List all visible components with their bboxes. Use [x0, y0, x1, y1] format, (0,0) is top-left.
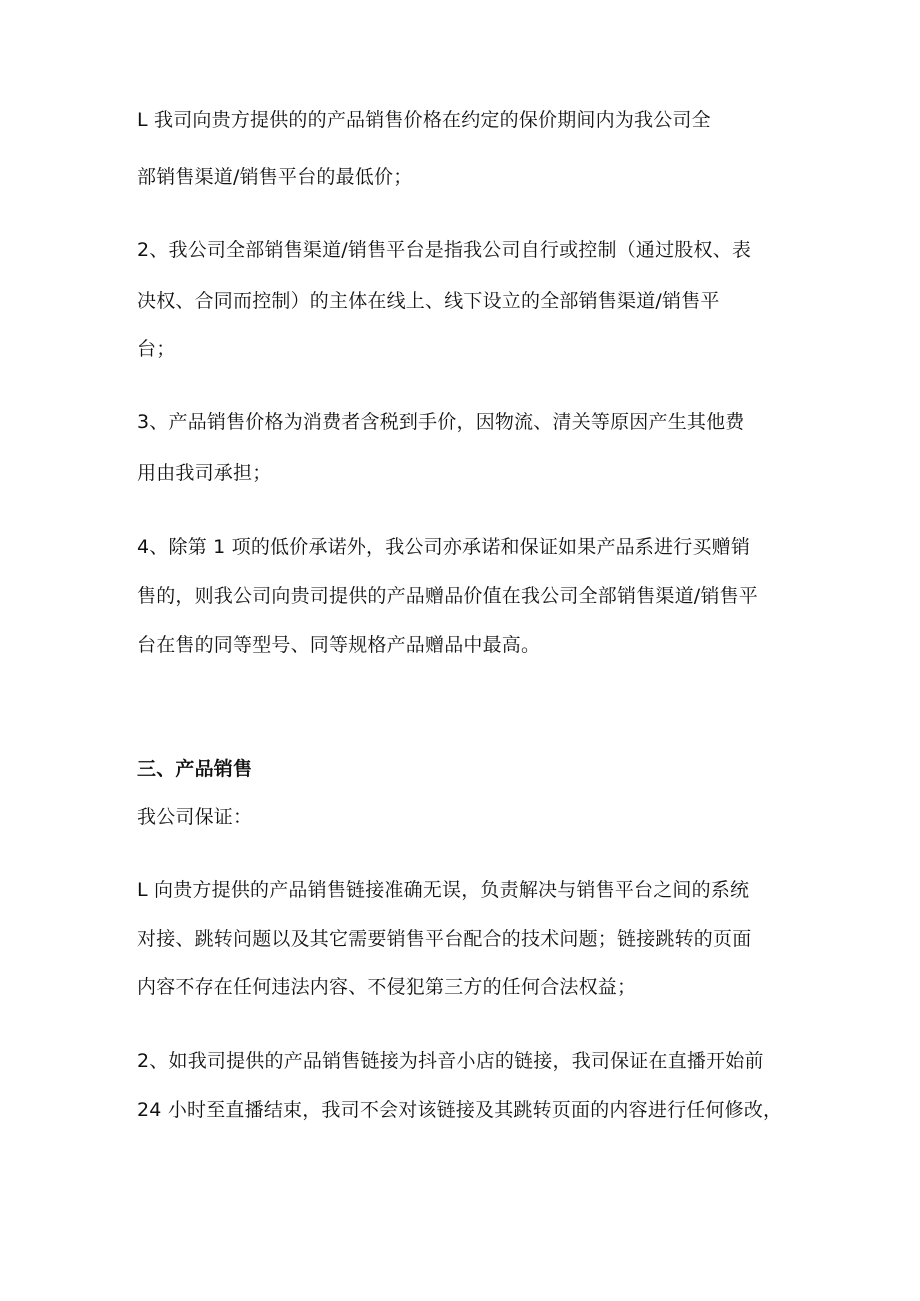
paragraph-5-line-2: 对接、跳转问题以及其它需要销售平台配合的技术问题；链接跳转的页面	[137, 928, 752, 950]
paragraph-6-line-1: 2、如我司提供的产品销售链接为抖音小店的链接，我司保证在直播开始前	[137, 1050, 764, 1072]
section-intro: 我公司保证：	[137, 806, 253, 828]
paragraph-4-line-1: 4、除第 1 项的低价承诺外，我公司亦承诺和保证如果产品系进行买赠销	[137, 536, 751, 558]
paragraph-1-line-1: L 我司向贵方提供的的产品销售价格在约定的保价期间内为我公司全	[137, 109, 711, 131]
paragraph-5-line-1: L 向贵方提供的产品销售链接准确无误，负责解决与销售平台之间的系统	[137, 879, 750, 901]
section-heading: 三、产品销售	[137, 758, 253, 780]
paragraph-3-line-2: 用由我司承担；	[137, 462, 272, 484]
paragraph-4-line-2: 售的，则我公司向贵司提供的产品赠品价值在我公司全部销售渠道/销售平	[137, 585, 759, 607]
paragraph-2-line-3: 台；	[137, 338, 176, 360]
paragraph-5-line-3: 内容不存在任何违法内容、不侵犯第三方的任何合法权益；	[137, 976, 637, 998]
paragraph-2-line-2: 决权、合同而控制）的主体在线上、线下设立的全部销售渠道/销售平	[137, 290, 720, 312]
paragraph-2-line-1: 2、我公司全部销售渠道/销售平台是指我公司自行或控制（通过股权、表	[137, 239, 752, 261]
paragraph-4-line-3: 台在售的同等型号、同等规格产品赠品中最高。	[137, 634, 541, 656]
paragraph-1-line-2: 部销售渠道/销售平台的最低价；	[137, 166, 413, 188]
paragraph-3-line-1: 3、产品销售价格为消费者含税到手价，因物流、清关等原因产生其他费	[137, 411, 745, 433]
paragraph-6-line-2: 24 小时至直播结束，我司不会对该链接及其跳转页面的内容进行任何修改，	[137, 1099, 783, 1121]
